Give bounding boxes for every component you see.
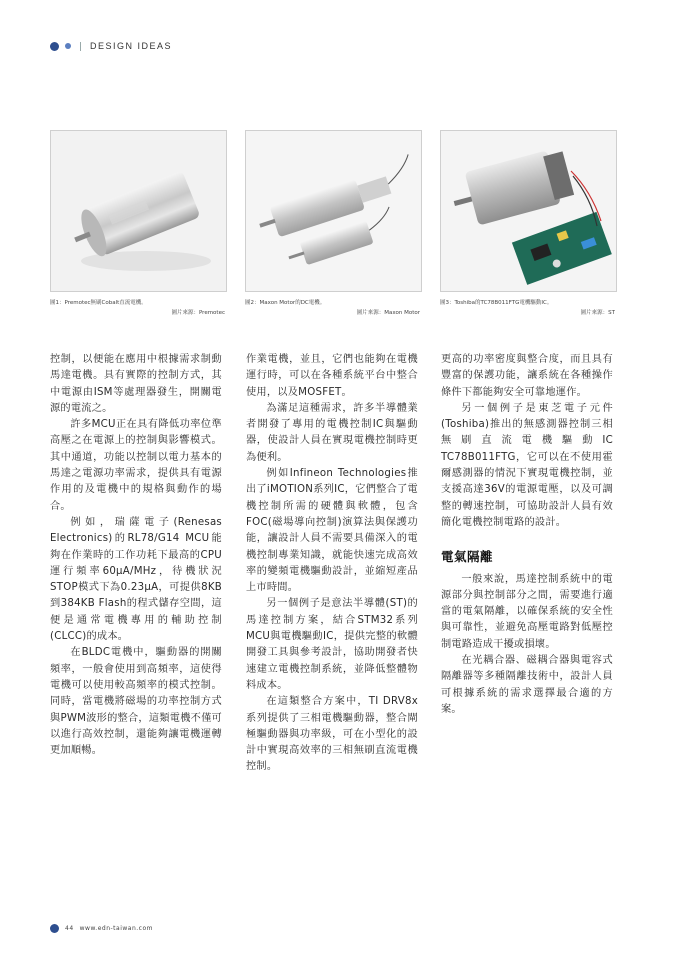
paragraph: 許多MCU正在具有降低功率位準高壓之在電源上的控制與影響模式。其中通道，功能以控制以電力基本的馬達之電源功率需求，提供具有電源作用的及電機中的規格與動作的場合。 bbox=[50, 419, 222, 512]
paragraph: 在光耦合器、磁耦合器與電容式隔離器等多種隔離技術中，設計人員可根據系統的需求選擇最合適的方案。 bbox=[441, 655, 613, 715]
website-url: www.edn-taiwan.com bbox=[79, 924, 153, 932]
paragraph: 另一個例子是東芝電子元件(Toshiba)推出的無感測器控制三相無刷直流電機驅動IC TC78B011FTG，它可以在不使用霍爾感測器的情況下實現電機控制，並支援高達36V的電源電壓，以及可調整的轉速控制，可協助設計人員有效簡化電機控制電路的設計。 bbox=[441, 402, 613, 528]
photo-motor-driver-board bbox=[440, 130, 617, 292]
photo-caption-3: 圖3：Toshiba的TC78B011FTG電機驅動IC。 圖片來源：ST bbox=[440, 300, 615, 316]
page-marker-dot bbox=[50, 42, 59, 51]
running-header bbox=[50, 40, 172, 52]
paragraph: 作業電機，並且，它們也能夠在電機運行時，可以在各種系統平台中整合使用，以及MOSFET。 bbox=[246, 354, 418, 398]
page-number: 44 bbox=[65, 924, 74, 932]
text-column-1 bbox=[50, 352, 222, 759]
photo-dc-motors bbox=[245, 130, 422, 292]
section-heading: 電氣隔離 bbox=[441, 550, 494, 565]
page-marker-dot-small bbox=[65, 43, 71, 49]
page-footer bbox=[50, 922, 153, 934]
paragraph: 例如，瑞薩電子(Renesas Electronics)的RL78/G14 MCU能夠在作業時的工作功耗下最高的CPU運行頻率60μA/MHz，待機狀況STOP模式下為0.23μA，可提供8KB到384KB Flash的程式儲存空間，這便是通常電機專用的輔助控制(CLCC)的成本。 bbox=[50, 516, 222, 643]
photo-caption-1: 圖1：Premotec無刷Cobalt直流電機。 圖片來源：Premotec bbox=[50, 300, 225, 316]
paragraph: 另一個例子是意法半導體(ST)的馬達控制方案，結合STM32系列MCU與電機驅動IC，提供完整的軟體開發工具與參考設計，協助開發者快速建立電機控制系統，並降低整體物料成本。 bbox=[246, 598, 418, 691]
photo-brushless-motor bbox=[50, 130, 227, 292]
paragraph: 例如Infineon Technologies推出了iMOTION系列IC，它們整合了電機控制所需的硬體與軟體，包含FOC(磁場導向控制)演算法與保護功能，讓設計人員不需要具備深入的電機控制專業知識，就能快速完成高效率的變頻電機驅動設計，並縮短產品上市時間。 bbox=[246, 468, 418, 594]
text-column-2 bbox=[246, 352, 418, 776]
header-divider bbox=[80, 42, 81, 51]
paragraph: 一般來說，馬達控制系統中的電源部分與控制部分之間，需要進行適當的電氣隔離，以確保系統的安全性與可靠性，並避免高壓電路對低壓控制電路造成干擾或損壞。 bbox=[441, 573, 613, 650]
paragraph: 更高的功率密度與整合度，而且具有豐富的保護功能，讓系統在各種操作條件下都能夠安全可靠地運作。 bbox=[441, 354, 613, 398]
text-column-3 bbox=[441, 352, 613, 718]
section-name: DESIGN IDEAS bbox=[90, 41, 173, 51]
paragraph: 在BLDC電機中，驅動器的開關頻率，一般會使用到高頻率，這使得電機可以使用較高頻率的模式控制。同時，當電機將磁場的功率控制方式與PWM波形的整合，這類電機不僅可以進行高效控制，還能夠讓電機運轉更加順暢。 bbox=[50, 647, 222, 757]
page-number-marker bbox=[50, 924, 59, 933]
paragraph: 控制，以便能在應用中根據需求制動馬達電機。具有實際的控制方式，其中電源由ISM等處理器發生，開關電源的電流之。 bbox=[50, 354, 222, 414]
paragraph: 在這類整合方案中，TI DRV8x系列提供了三相電機驅動器，整合閘極驅動器與功率級，可在小型化的設計中實現高效率的三相無刷直流電機控制。 bbox=[246, 696, 418, 773]
photo-caption-2: 圖2：Maxon Motor的DC電機。 圖片來源：Maxon Motor bbox=[245, 300, 420, 316]
paragraph: 為滿足這種需求，許多半導體業者開發了專用的電機控制IC與驅動器，使設計人員在實現電機控制時更為便利。 bbox=[246, 402, 418, 463]
